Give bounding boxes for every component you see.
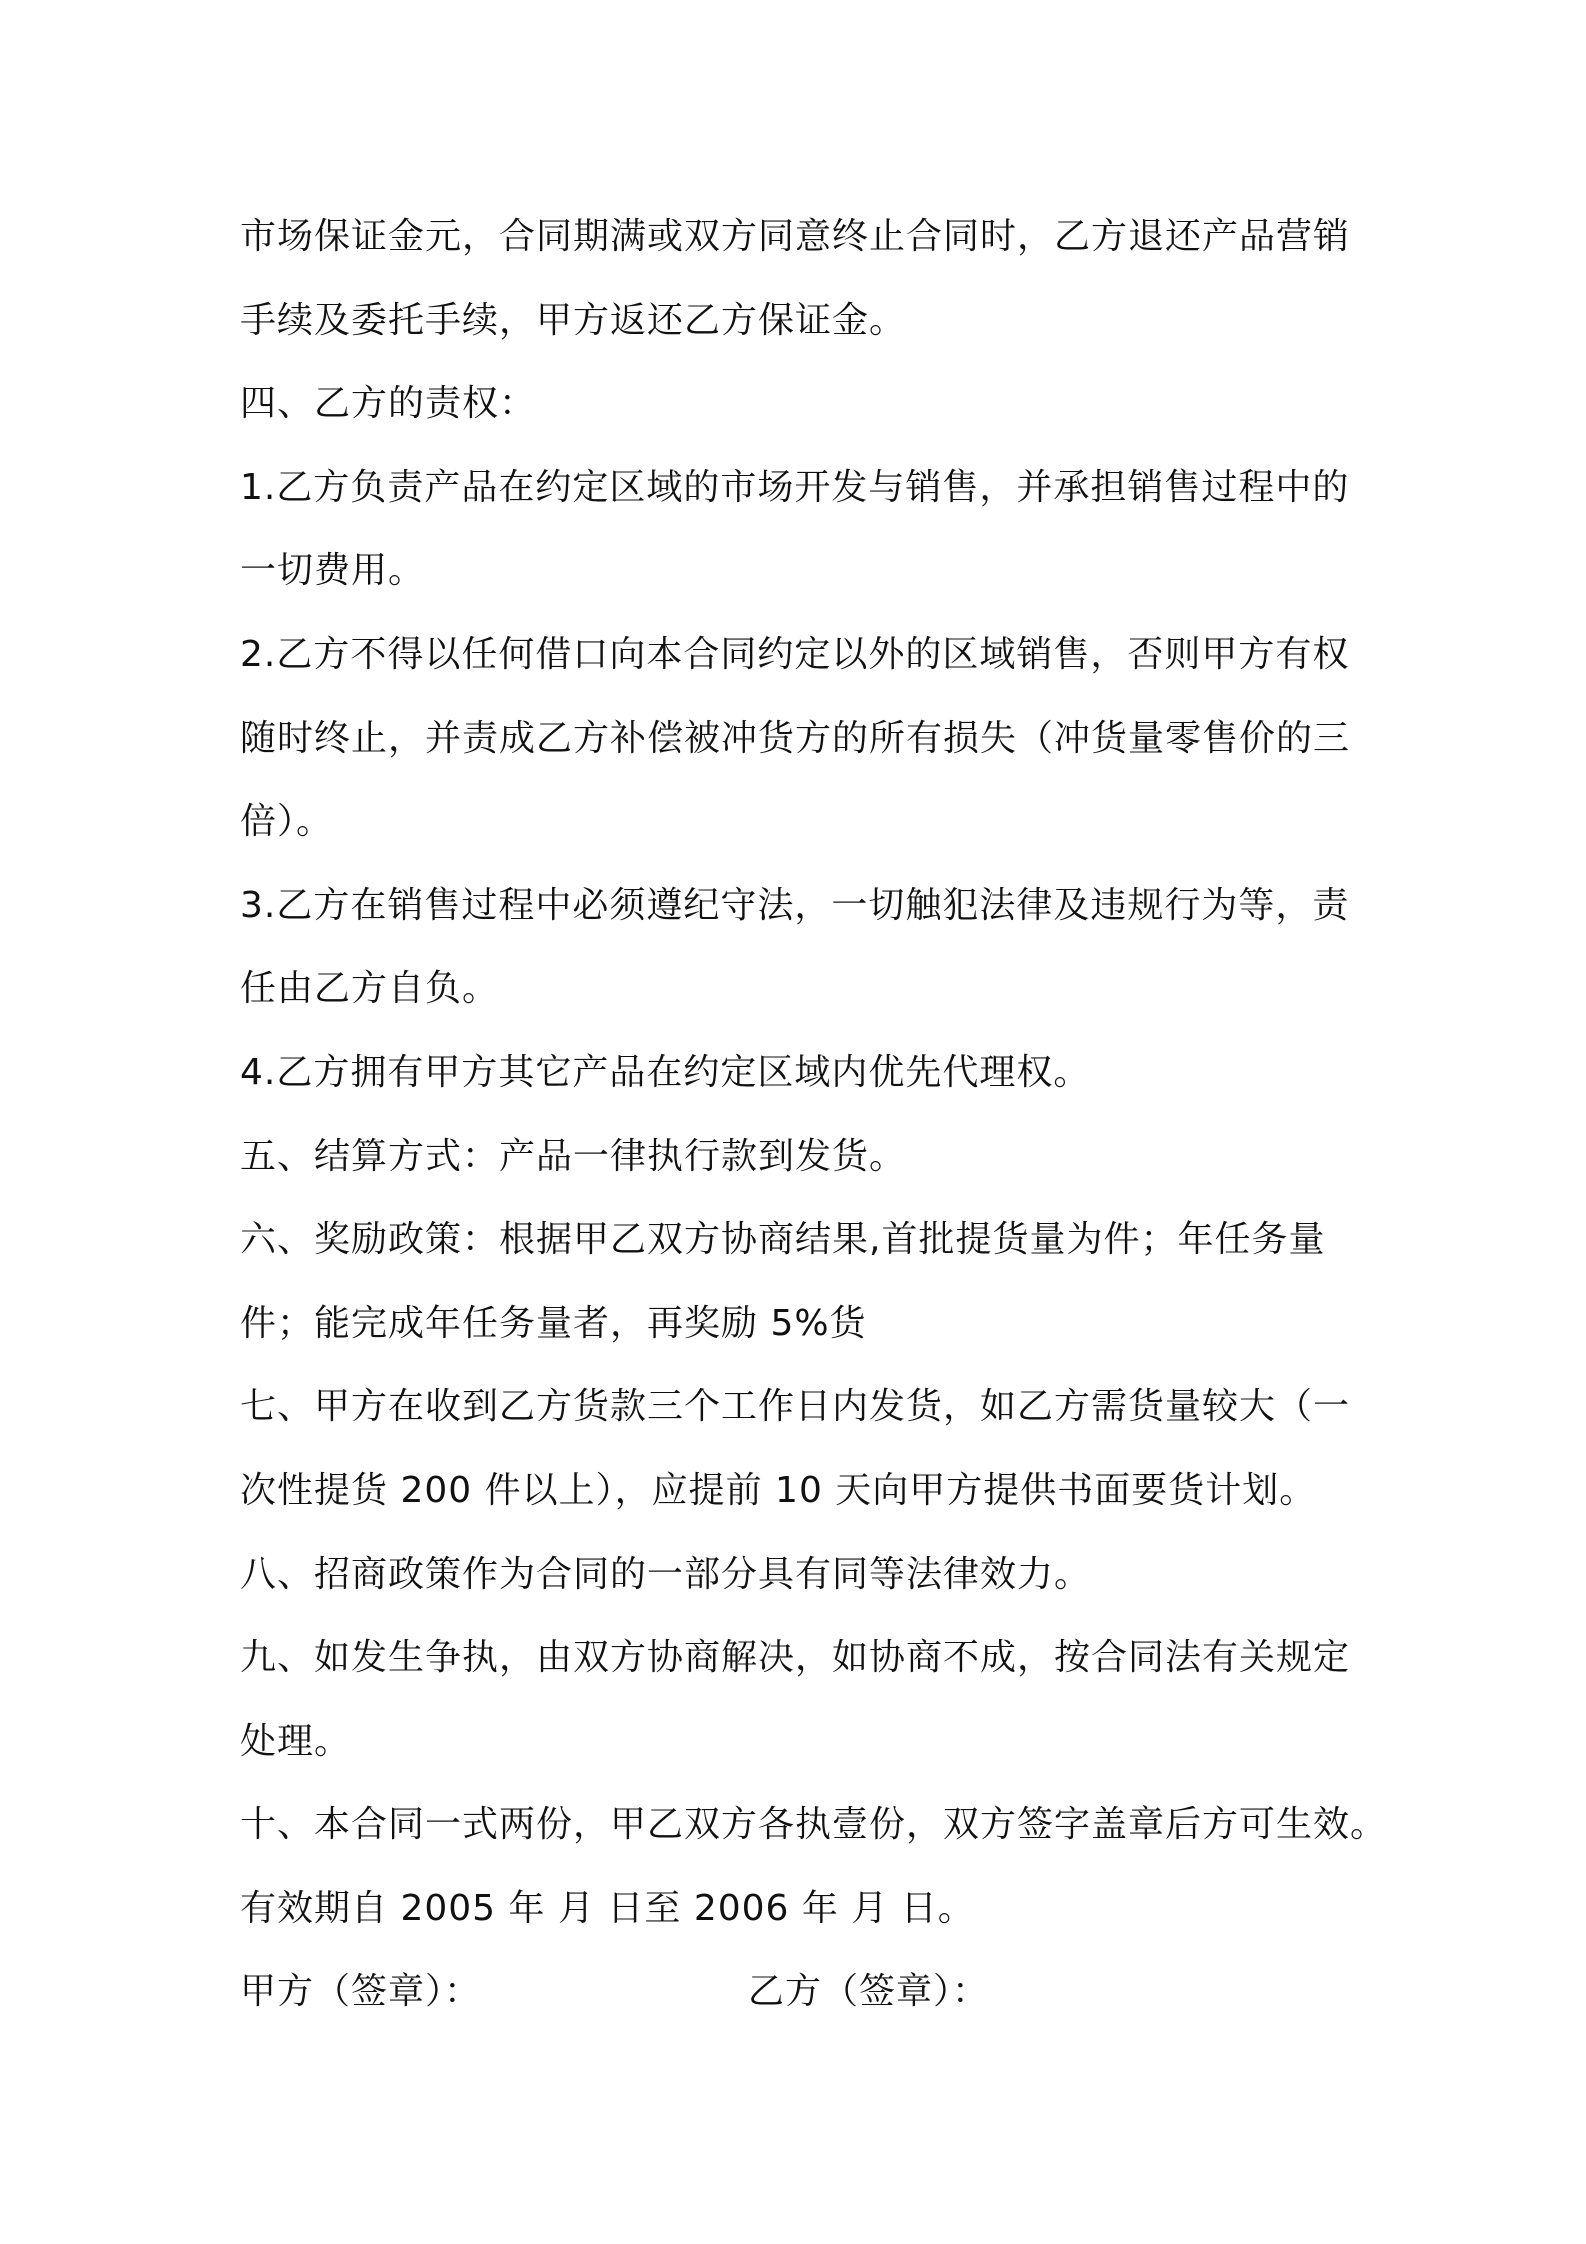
body-line: 1.乙方负责产品在约定区域的市场开发与销售，并承担销售过程中的 [240,466,1350,508]
body-line: 随时终止，并责成乙方补偿被冲货方的所有损失（冲货量零售价的三 [240,717,1351,759]
body-line: 处理。 [240,1720,352,1762]
section-heading-6: 六、奖励政策：根据甲乙双方协商结果,首批提货量为件；年任务量 [240,1219,1326,1261]
body-line: 4.乙方拥有甲方其它产品在约定区域内优先代理权。 [240,1051,1091,1093]
body-line: 手续及委托手续，甲方返还乙方保证金。 [240,299,907,341]
section-heading-5: 五、结算方式：产品一律执行款到发货。 [240,1135,907,1177]
body-line: 3.乙方在销售过程中必须遵纪守法，一切触犯法律及违规行为等，责 [240,884,1350,926]
signature-row [240,1950,1360,2034]
body-line: 任由乙方自负。 [240,968,500,1010]
section-heading-9: 九、如发生争执，由双方协商解决，如协商不成，按合同法有关规定 [240,1637,1351,1679]
body-line: 次性提货 200 件以上），应提前 10 天向甲方提供书面要货计划。 [240,1469,1317,1511]
body-line: 2.乙方不得以任何借口向本合同约定以外的区域销售，否则甲方有权 [240,633,1350,675]
validity-period: 有效期自 2005 年 月 日至 2006 年 月 日。 [240,1887,975,1929]
section-heading-7: 七、甲方在收到乙方货款三个工作日内发货，如乙方需货量较大（一 [240,1386,1351,1428]
party-a-signature-label: 甲方（签章）： [240,1971,482,2013]
body-line: 件；能完成年任务量者，再奖励 5%货 [240,1302,867,1344]
body-line: 市场保证金元，合同期满或双方同意终止合同时，乙方退还产品营销 [240,216,1351,257]
body-line: 倍）。 [240,801,334,843]
contract-body [240,195,1388,2034]
section-heading-10: 十、本合同一式两份，甲乙双方各执壹份，双方签字盖章后方可生效。 [240,1804,1388,1846]
section-heading-8: 八、招商政策作为合同的一部分具有同等法律效力。 [240,1553,1092,1595]
body-line: 一切费用。 [240,550,426,592]
section-heading-4: 四、乙方的责权： [240,383,537,425]
party-b-signature-label: 乙方（签章）： [748,1971,990,2013]
